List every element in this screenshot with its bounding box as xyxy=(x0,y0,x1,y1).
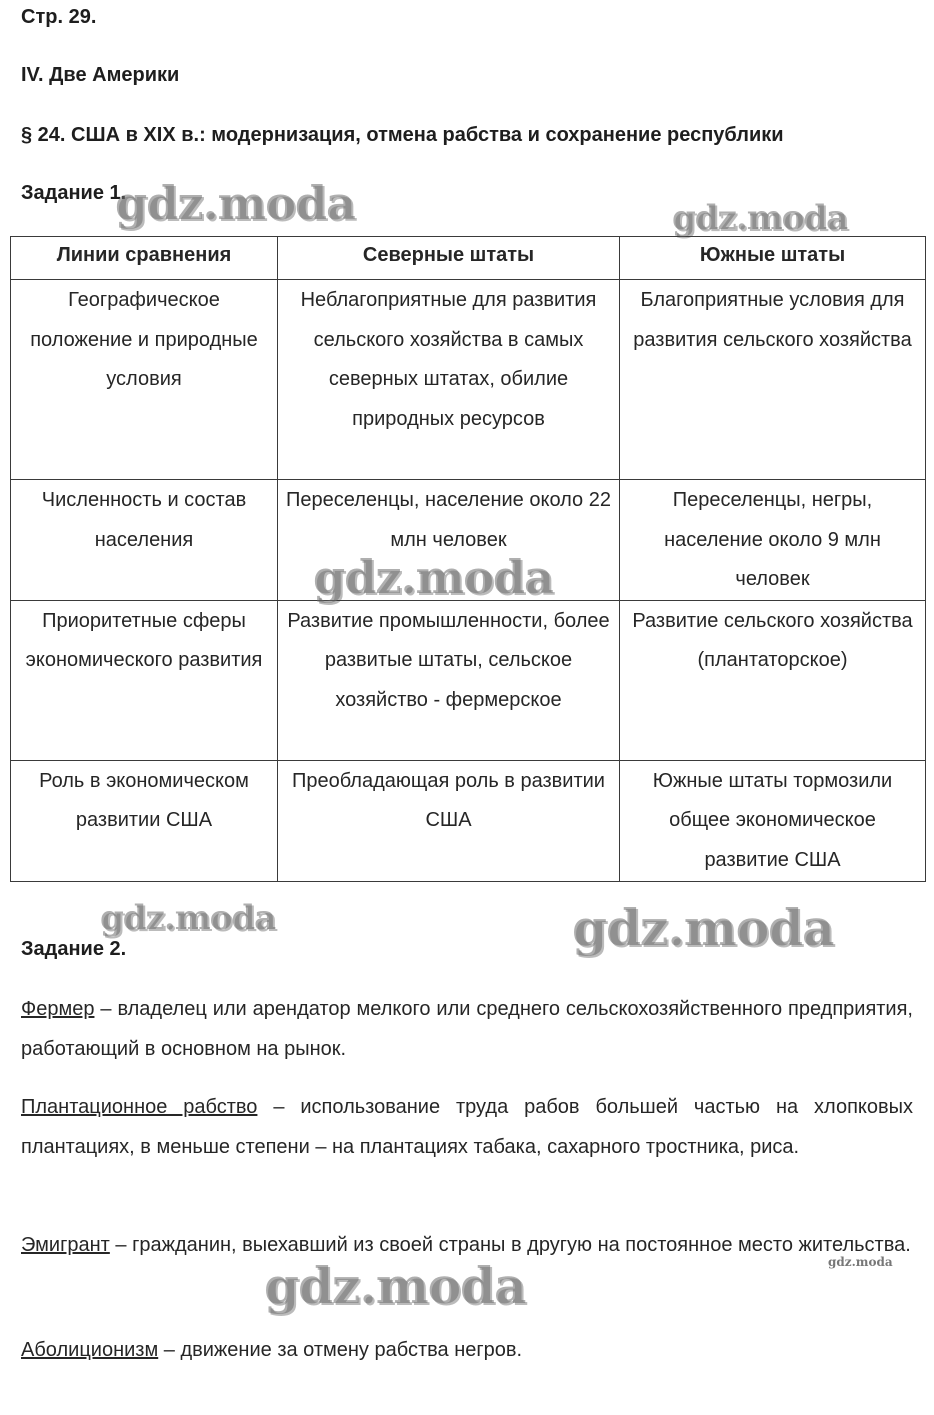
cell-criterion: Приоритетные сферы экономического развития xyxy=(11,600,278,760)
cell-criterion: Роль в экономическом развитии США xyxy=(11,760,278,881)
definition-emigrant xyxy=(21,1226,913,1266)
cell-north: Развитие промышленности, более развитые штаты, сельское хозяйство - фермерское xyxy=(278,600,620,760)
table-row xyxy=(11,280,926,480)
cell-south: Благоприятные условия для развития сельского хозяйства xyxy=(620,280,926,480)
table-row xyxy=(11,600,926,760)
chapter-title: IV. Две Америки xyxy=(21,64,180,86)
definition-text: – гражданин, выехавший из своей страны в другую на постоянное место жительства. xyxy=(109,1234,911,1256)
section-title: § 24. США в XIX в.: модернизация, отмена рабства и сохранение республики xyxy=(21,124,784,146)
watermark: gdz.moda xyxy=(100,898,276,938)
cell-south: Южные штаты тормозили общее экономическое развитие США xyxy=(620,760,926,881)
table-row xyxy=(11,480,926,601)
page-number: Стр. 29. xyxy=(21,6,97,28)
cell-south: Переселенцы, негры, население около 9 млн человек xyxy=(620,480,926,601)
term-farmer: Фермер xyxy=(21,998,95,1020)
term-abolitionism: Аболиционизм xyxy=(21,1339,159,1361)
cell-north: Неблагоприятные для развития сельского хозяйства в самых северных штатах, обилие природных ресурсов xyxy=(278,280,620,480)
watermark: gdz.moda xyxy=(115,176,355,230)
comparison-table xyxy=(10,236,926,882)
cell-criterion: Географическое положение и природные условия xyxy=(11,280,278,480)
task2-label: Задание 2. xyxy=(21,938,127,960)
cell-criterion: Численность и состав населения xyxy=(11,480,278,601)
cell-north: Преобладающая роль в развитии США xyxy=(278,760,620,881)
header-north: Северные штаты xyxy=(278,237,620,280)
definition-text: – владелец или арендатор мелкого или среднего сельскохозяйственного предприятия, работающий в основном на рынок. xyxy=(21,998,913,1060)
table-header-row xyxy=(11,237,926,280)
cell-north: Переселенцы, население около 22 млн человек xyxy=(278,480,620,601)
watermark: gdz.moda xyxy=(828,1255,893,1269)
definition-text: – использование труда рабов большей частью на хлопковых плантациях, в меньше степени – на плантациях табака, сахарного тростника, риса. xyxy=(21,1096,913,1158)
watermark: gdz.moda xyxy=(313,550,553,604)
watermark: gdz.moda xyxy=(572,898,834,957)
definition-farmer xyxy=(21,990,913,1069)
definition-plantation-slavery xyxy=(21,1088,913,1167)
task1-label: Задание 1. xyxy=(21,182,127,204)
definition-text: – движение за отмену рабства негров. xyxy=(158,1339,523,1361)
table-row xyxy=(11,760,926,881)
watermark: gdz.moda xyxy=(672,198,848,238)
term-plantation-slavery: Плантационное рабство xyxy=(21,1096,258,1118)
header-south: Южные штаты xyxy=(620,237,926,280)
header-criteria: Линии сравнения xyxy=(11,237,278,280)
term-emigrant: Эмигрант xyxy=(21,1234,110,1256)
definition-abolitionism xyxy=(21,1331,913,1371)
cell-south: Развитие сельского хозяйства (плантаторское) xyxy=(620,600,926,760)
watermark: gdz.moda xyxy=(264,1256,526,1315)
